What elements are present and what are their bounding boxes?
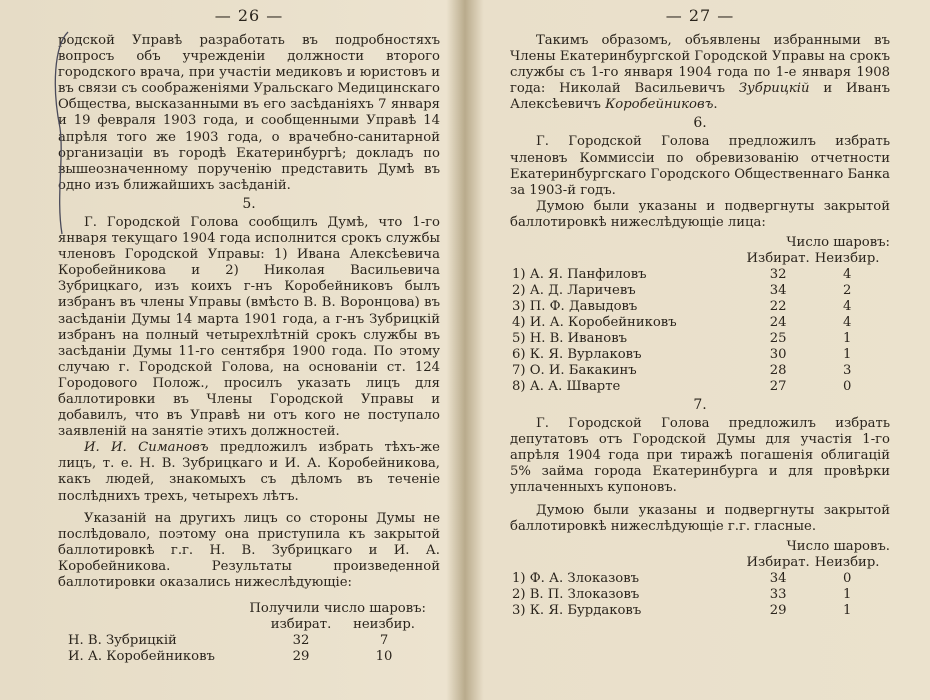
- votes-for: 22: [769, 299, 787, 315]
- paragraph: родской Управѣ разработать въ подробностяхъ вопросъ объ учрежденіи должности второго городского врача, при участіи медиковъ и юристовъ и въ связи съ соображеніями Уральскаго Медицинскаго Общества, высказанными въ его засѣданіяхъ 7 января и 19 февраля 1903 года, и сообщенными Управѣ 14 апрѣля того же 1903 года, о врачебно-санитарной организаціи въ городѣ Екатеринбургѣ; докладъ по вышеозначенному порученію представить Думѣ въ одно изъ ближайшихъ засѣданій.: [58, 33, 440, 193]
- votes-against: 4: [842, 315, 852, 331]
- table-row: [510, 587, 882, 603]
- votes-for: 30: [769, 347, 787, 363]
- votes-against: 0: [842, 379, 852, 395]
- votes-for: 29: [769, 602, 787, 618]
- paragraph-text: Такимъ образомъ, объявлены избранными въ Члены Екатеринбургской Городской Управы на срокъ службы съ 1-го января 1904 года по 1-е января 1908 года: Николай Васильевичъ: [510, 33, 891, 97]
- speaker-name: И. И. Симановъ: [84, 440, 209, 456]
- elected-name: Коробейниковъ: [605, 97, 714, 113]
- column-header: Избират.: [746, 554, 810, 570]
- paragraph-text: и Иванъ Алексѣевичъ: [510, 81, 891, 113]
- column-header: избират.: [270, 617, 332, 633]
- left-page: [0, 0, 462, 700]
- paragraph: Думою были указаны и подвергнуты закрытой баллотировкѣ нижеслѣдующіе г.г. гласные.: [510, 502, 890, 534]
- table-row: [510, 363, 882, 379]
- page-number: — 26 —: [214, 6, 284, 25]
- table-row: [510, 283, 882, 299]
- table-row: [66, 649, 426, 665]
- pencil-margin-mark-icon: [48, 28, 78, 238]
- paragraph: Г. Городской Голова предложилъ избрать депутатовъ отъ Городской Думы для участія 1-го апрѣля 1904 года при тиражѣ погашенія облигацій 5% займа города Екатеринбурга и для провѣрки уплаченныхъ купоновъ.: [510, 416, 890, 496]
- paragraph: Г. Городской Голова предложилъ избрать членовъ Коммиссіи по обревизованію отчетности Екатеринбургскаго Городского Общественнаго Банка за 1903-й годъ.: [510, 134, 890, 198]
- table-row: [510, 603, 882, 619]
- votes-against: 4: [842, 267, 852, 283]
- votes-against: 1: [842, 331, 852, 347]
- column-header: Избират.: [746, 251, 810, 267]
- candidate-name: 3) П. Ф. Давыдовъ: [512, 299, 638, 315]
- column-header: Неизбир.: [814, 251, 880, 267]
- votes-for: 25: [769, 331, 787, 347]
- ballot-table: [66, 617, 426, 665]
- candidate-name: Н. В. Зубрицкій: [68, 633, 177, 649]
- paragraph: Г. Городской Голова сообщилъ Думѣ, что 1-го января текущаго 1904 года исполнится срокъ службы членовъ Городской Управы: 1) Ивана Алексѣевича Коробейникова и 2) Николая Васильевича Зубрицкаго, изъ коихъ г-нъ Коробейниковъ былъ избранъ въ члены Управы (вмѣсто В. В. Воронцова) въ засѣданіи Думы 14 марта 1901 года, а г-нъ Зубрицкій избранъ на полный четырехлѣтній срокъ службы въ засѣданіи Думы 11-го сентября 1900 года. По этому случаю г. Городской Голова, на основаніи ст. 124 Городового Полож., просилъ указать лицъ для баллотировки въ Члены Городской Управы и добавилъ, что въ Управѣ ни отъ кого не поступало заявленій на занятіе этихъ должностей.: [58, 214, 440, 440]
- table-row: [510, 347, 882, 363]
- paragraph-text: .: [713, 97, 718, 113]
- section-number: 5.: [242, 195, 256, 212]
- votes-against: 7: [379, 633, 389, 649]
- table-row: [510, 331, 882, 347]
- table-header: Получили число шаровъ:: [249, 601, 426, 617]
- section-number: 7.: [693, 397, 707, 414]
- votes-against: 1: [842, 586, 852, 602]
- votes-for: 33: [769, 586, 787, 602]
- table-row: [510, 379, 882, 395]
- candidate-name: 1) Ф. А. Злоказовъ: [512, 570, 640, 586]
- ballot-table: [510, 555, 882, 619]
- votes-against: 4: [842, 299, 852, 315]
- candidate-name: 3) К. Я. Бурдаковъ: [512, 602, 642, 618]
- votes-against: 2: [842, 283, 852, 299]
- votes-against: 1: [842, 602, 852, 618]
- candidate-name: 4) И. А. Коробейниковъ: [512, 315, 677, 331]
- paragraph: [510, 33, 890, 113]
- candidate-name: 6) К. Я. Вурлаковъ: [512, 347, 642, 363]
- candidate-name: 2) В. П. Злоказовъ: [512, 586, 640, 602]
- candidate-name: 1) А. Я. Панфиловъ: [512, 267, 647, 283]
- votes-against: 3: [842, 363, 852, 379]
- votes-for: 32: [292, 633, 310, 649]
- votes-for: 29: [292, 649, 310, 665]
- candidate-name: 5) Н. В. Ивановъ: [512, 331, 628, 347]
- ballot-table: [510, 251, 882, 395]
- candidate-name: 8) А. А. Шварте: [512, 379, 621, 395]
- candidate-name: 2) А. Д. Ларичевъ: [512, 283, 636, 299]
- votes-for: 32: [769, 267, 787, 283]
- votes-for: 24: [769, 315, 787, 331]
- table-row: [510, 315, 882, 331]
- section-number: 6.: [693, 115, 707, 132]
- column-header: неизбир.: [353, 617, 416, 633]
- elected-name: Зубрицкій: [738, 81, 810, 97]
- table-row: [66, 633, 426, 649]
- paragraph-text: предложилъ избрать тѣхъ-же лицъ, т. е. Н. В. Зубрицкаго и И. А. Коробейникова, какъ людей, знакомыхъ съ дѣломъ въ теченіе послѣднихъ трехъ, четырехъ лѣтъ.: [58, 440, 440, 504]
- votes-for: 34: [769, 283, 787, 299]
- table-row: [510, 299, 882, 315]
- paragraph: [58, 440, 440, 504]
- votes-for: 28: [769, 363, 787, 379]
- votes-against: 0: [842, 570, 852, 586]
- page-number: — 27 —: [665, 6, 735, 25]
- paragraph: Думою были указаны и подвергнуты закрытой баллотировкѣ нижеслѣдующіе лица:: [510, 198, 890, 230]
- table-row: [510, 267, 882, 283]
- votes-for: 27: [769, 379, 787, 395]
- candidate-name: И. А. Коробейниковъ: [68, 649, 215, 665]
- table-header: Число шаровъ.: [786, 538, 890, 554]
- candidate-name: 7) О. И. Бакакинъ: [512, 363, 637, 379]
- column-header: Неизбир.: [814, 554, 880, 570]
- table-row: [510, 571, 882, 587]
- votes-for: 34: [769, 570, 787, 586]
- votes-against: 10: [375, 649, 393, 665]
- right-page: [468, 0, 930, 700]
- table-header: Число шаровъ:: [786, 235, 890, 251]
- paragraph: Указаній на другихъ лицъ со стороны Думы не послѣдовало, поэтому она приступила къ закрытой баллотировкѣ г.г. Н. В. Зубрицкаго и И. А. Коробейникова. Результаты произведенной баллотировки оказались нижеслѣдующіе:: [58, 510, 440, 590]
- votes-against: 1: [842, 347, 852, 363]
